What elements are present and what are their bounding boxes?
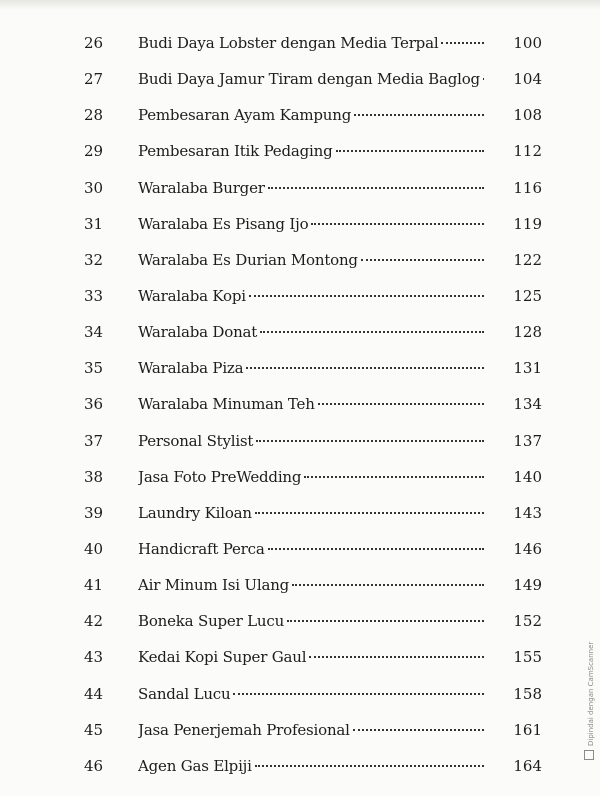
toc-entry-title: Air Minum Isi Ulang bbox=[138, 576, 290, 595]
toc-entry bbox=[138, 717, 484, 743]
toc-row bbox=[84, 30, 554, 66]
toc-row bbox=[84, 247, 554, 283]
toc-entry bbox=[138, 391, 484, 417]
toc-entry bbox=[138, 464, 484, 490]
toc-page-number: 143 bbox=[513, 503, 542, 522]
leader-dots bbox=[311, 222, 484, 225]
toc-page-number: 146 bbox=[513, 539, 542, 558]
toc-entry-title: Handicraft Perca bbox=[138, 539, 265, 558]
toc-entry-title: Agen Gas Elpiji bbox=[138, 756, 252, 775]
toc-row bbox=[84, 464, 554, 500]
toc-entry-title: Waralaba Piza bbox=[138, 359, 244, 378]
toc-entry bbox=[138, 536, 484, 562]
toc-entry bbox=[138, 283, 484, 309]
toc-entry bbox=[138, 319, 484, 345]
toc-entry-title: Pembesaran Itik Pedaging bbox=[138, 142, 333, 161]
toc-row bbox=[84, 536, 554, 572]
toc-entry bbox=[138, 247, 484, 273]
toc-entry bbox=[138, 753, 484, 779]
toc-entry-number: 44 bbox=[84, 684, 104, 703]
toc-entry-number: 26 bbox=[84, 34, 104, 52]
toc-row bbox=[84, 175, 554, 211]
toc-page-number: 128 bbox=[513, 323, 542, 342]
toc-entry-title: Budi Daya Lobster dengan Media Terpal bbox=[138, 34, 439, 52]
toc-entry-title: Waralaba Es Durian Montong bbox=[138, 250, 358, 269]
toc-entry-number: 43 bbox=[84, 648, 104, 667]
toc-entry-title: Waralaba Kopi bbox=[138, 286, 246, 305]
toc-entry-number: 32 bbox=[84, 250, 104, 269]
toc-page-number: 164 bbox=[513, 756, 542, 775]
toc-page-number: 100 bbox=[513, 34, 542, 52]
leader-dots bbox=[246, 366, 484, 369]
leader-dots bbox=[287, 619, 484, 622]
toc-entry-number: 42 bbox=[84, 612, 104, 631]
toc-entry-number: 40 bbox=[84, 539, 104, 558]
leader-dots bbox=[260, 330, 484, 333]
leader-dots bbox=[268, 547, 484, 550]
toc-page-number: 112 bbox=[513, 142, 542, 161]
toc-row bbox=[84, 283, 554, 319]
toc-entry bbox=[138, 572, 484, 598]
leader-dots bbox=[233, 692, 484, 695]
leader-dots bbox=[441, 41, 484, 44]
toc-entry-title: Sandal Lucu bbox=[138, 684, 231, 703]
toc-entry bbox=[138, 428, 484, 454]
toc-entry-number: 27 bbox=[84, 70, 104, 89]
toc-entry-number: 45 bbox=[84, 720, 104, 739]
toc-entry-number: 38 bbox=[84, 467, 104, 486]
toc-entry-number: 34 bbox=[84, 323, 104, 342]
toc-entry-title: Waralaba Minuman Teh bbox=[138, 395, 315, 414]
leader-dots bbox=[256, 439, 484, 442]
toc-row bbox=[84, 391, 554, 427]
leader-dots bbox=[255, 764, 484, 767]
toc-entry-number: 35 bbox=[84, 359, 104, 378]
toc-entry-title: Jasa Foto PreWedding bbox=[138, 467, 302, 486]
toc-entry-number: 29 bbox=[84, 142, 104, 161]
toc-row bbox=[84, 138, 554, 174]
toc-entry-title: Waralaba Donat bbox=[138, 323, 258, 342]
toc-page-number: 116 bbox=[513, 178, 542, 197]
toc-entry bbox=[138, 66, 484, 92]
toc-row bbox=[84, 102, 554, 138]
leader-dots bbox=[336, 149, 485, 152]
toc-row bbox=[84, 211, 554, 247]
toc-entry bbox=[138, 681, 484, 707]
toc-page-number: 152 bbox=[513, 612, 542, 631]
toc-row bbox=[84, 717, 554, 753]
toc-row bbox=[84, 572, 554, 608]
toc-entry-number: 28 bbox=[84, 106, 104, 125]
toc-page-number: 125 bbox=[513, 286, 542, 305]
toc-entry-number: 46 bbox=[84, 756, 104, 775]
leader-dots bbox=[318, 402, 484, 405]
leader-dots bbox=[483, 77, 484, 80]
toc-entry-title: Laundry Kiloan bbox=[138, 503, 252, 522]
toc-page-number: 122 bbox=[513, 250, 542, 269]
toc-entry bbox=[138, 608, 484, 634]
toc-page-number: 149 bbox=[513, 576, 542, 595]
toc-entry-title: Waralaba Burger bbox=[138, 178, 265, 197]
leader-dots bbox=[354, 113, 484, 116]
toc-row bbox=[84, 428, 554, 464]
toc-entry-title: Jasa Penerjemah Profesional bbox=[138, 720, 350, 739]
toc-row bbox=[84, 319, 554, 355]
toc-entry bbox=[138, 211, 484, 237]
toc-entry bbox=[138, 644, 484, 670]
watermark-text: Dipindai dengan CamScanner bbox=[587, 641, 595, 746]
toc-page-number: 131 bbox=[513, 359, 542, 378]
scanner-watermark bbox=[584, 641, 600, 760]
leader-dots bbox=[309, 655, 484, 658]
toc-page-number: 108 bbox=[513, 106, 542, 125]
toc-entry bbox=[138, 355, 484, 381]
toc-page-number: 161 bbox=[513, 720, 542, 739]
toc-entry-number: 33 bbox=[84, 286, 104, 305]
leader-dots bbox=[304, 475, 484, 478]
toc-entry-number: 41 bbox=[84, 576, 104, 595]
leader-dots bbox=[361, 258, 484, 261]
toc-row bbox=[84, 608, 554, 644]
leader-dots bbox=[353, 728, 484, 731]
toc-row bbox=[84, 681, 554, 717]
page-top-shadow bbox=[0, 0, 600, 10]
toc-row bbox=[84, 500, 554, 536]
toc-page-number: 158 bbox=[513, 684, 542, 703]
toc-page-number: 134 bbox=[513, 395, 542, 414]
leader-dots bbox=[268, 186, 484, 189]
toc-entry bbox=[138, 175, 484, 201]
table-of-contents bbox=[84, 30, 554, 789]
toc-entry-number: 37 bbox=[84, 431, 104, 450]
leader-dots bbox=[292, 583, 484, 586]
camscanner-logo-icon bbox=[584, 750, 594, 760]
toc-entry bbox=[138, 102, 484, 128]
toc-page-number: 140 bbox=[513, 467, 542, 486]
toc-row bbox=[84, 66, 554, 102]
toc-entry-title: Pembesaran Ayam Kampung bbox=[138, 106, 352, 125]
toc-entry-title: Personal Stylist bbox=[138, 431, 254, 450]
leader-dots bbox=[255, 511, 484, 514]
leader-dots bbox=[249, 294, 484, 297]
toc-entry bbox=[138, 138, 484, 164]
toc-row bbox=[84, 644, 554, 680]
toc-entry bbox=[138, 500, 484, 526]
toc-entry-title: Waralaba Es Pisang Ijo bbox=[138, 214, 309, 233]
toc-page-number: 119 bbox=[513, 214, 542, 233]
toc-entry-title: Boneka Super Lucu bbox=[138, 612, 285, 631]
toc-entry bbox=[138, 30, 484, 56]
toc-entry-number: 39 bbox=[84, 503, 104, 522]
toc-entry-title: Kedai Kopi Super Gaul bbox=[138, 648, 307, 667]
toc-page-number: 104 bbox=[513, 70, 542, 89]
toc-page-number: 155 bbox=[513, 648, 542, 667]
toc-entry-number: 31 bbox=[84, 214, 104, 233]
toc-entry-number: 30 bbox=[84, 178, 104, 197]
toc-row bbox=[84, 753, 554, 789]
toc-row bbox=[84, 355, 554, 391]
toc-page-number: 137 bbox=[513, 431, 542, 450]
toc-entry-title: Budi Daya Jamur Tiram dengan Media Baglog bbox=[138, 70, 480, 89]
toc-entry-number: 36 bbox=[84, 395, 104, 414]
